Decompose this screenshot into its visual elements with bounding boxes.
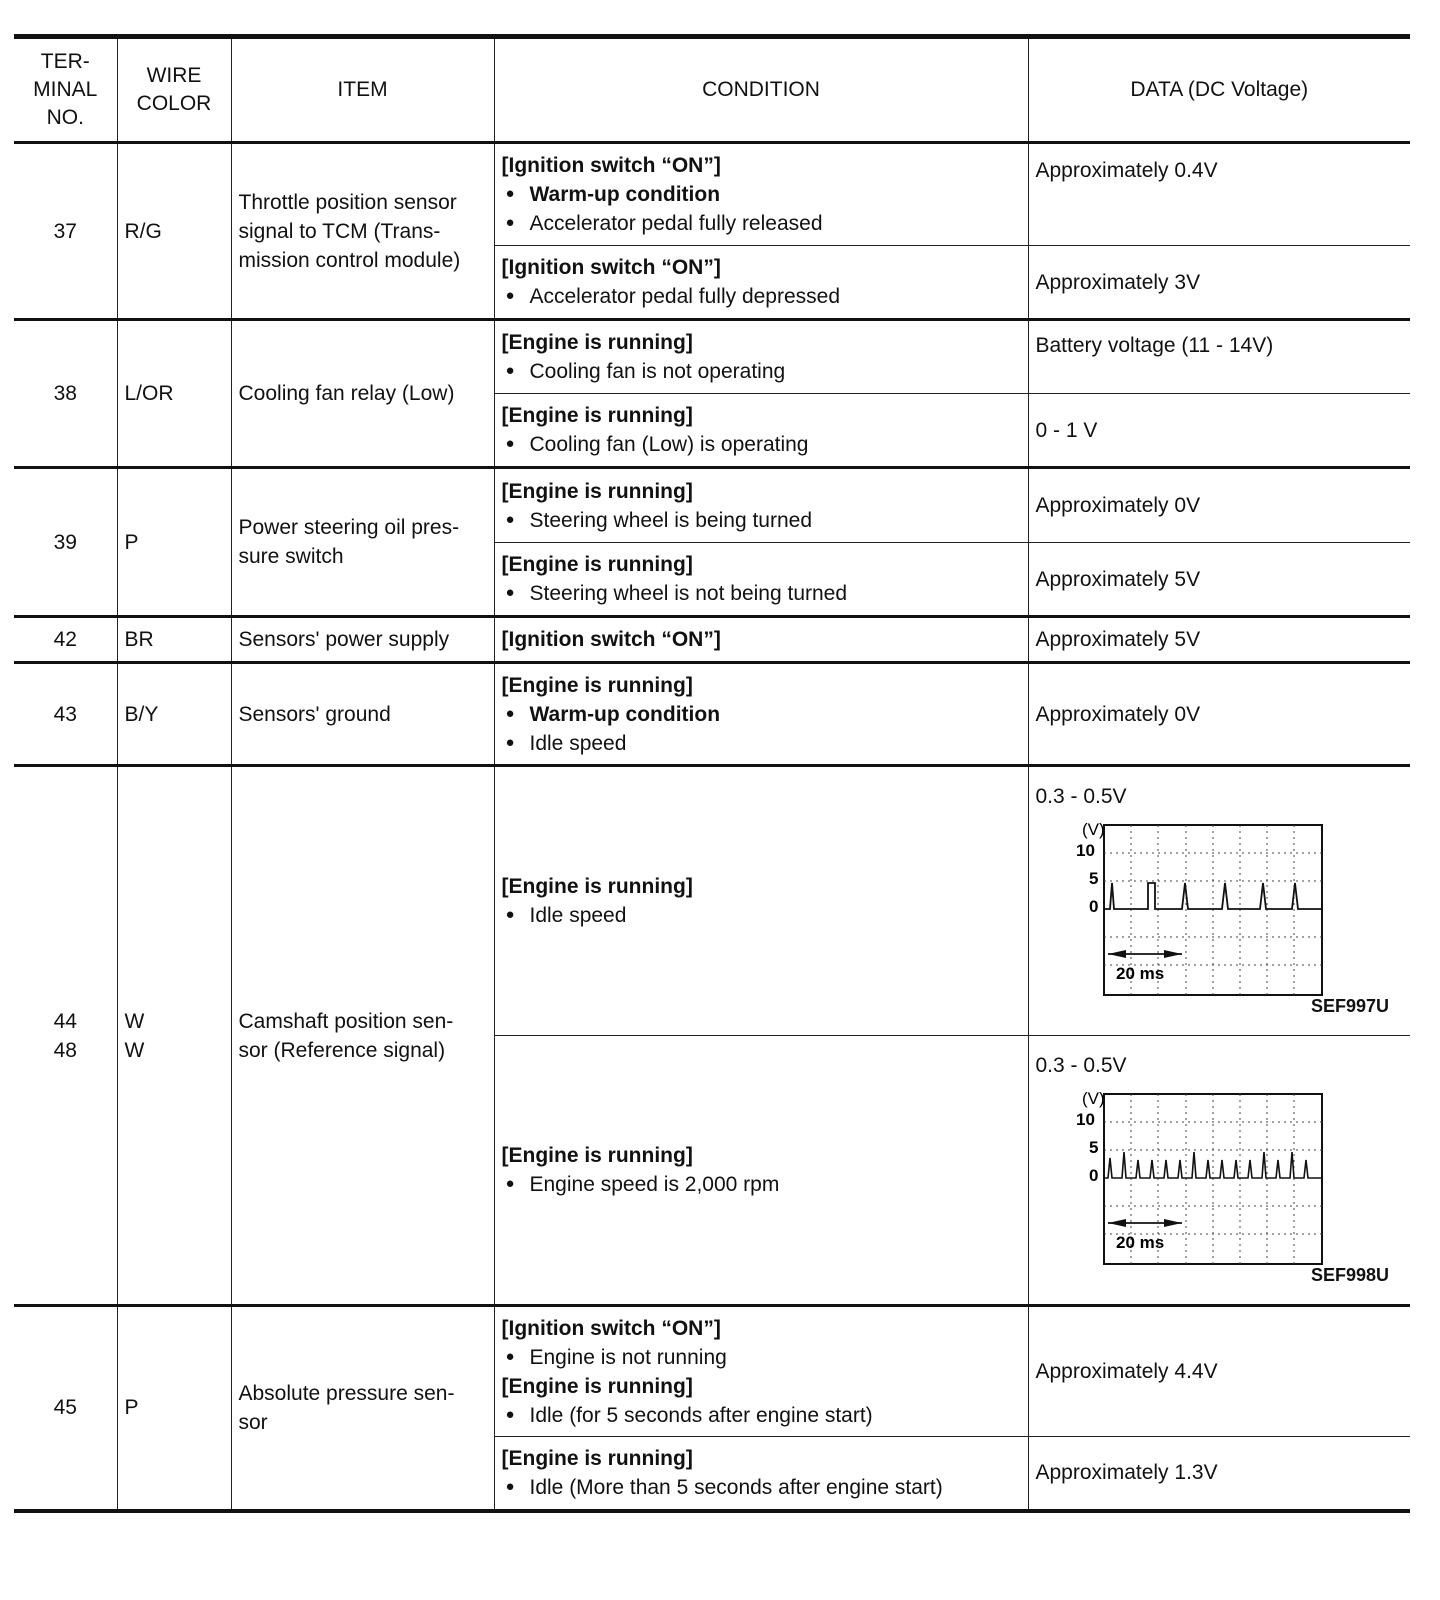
- condition-heading: [Ignition switch “ON”]: [501, 1316, 721, 1340]
- item-line: mission control module): [238, 248, 461, 272]
- terminal-data-table: [14, 34, 1410, 1513]
- wire-color: P: [117, 1306, 231, 1511]
- condition-heading: [Ignition switch “ON”]: [501, 256, 721, 279]
- condition-heading: [Engine is running]: [501, 1144, 693, 1167]
- condition-heading: [Engine is running]: [501, 673, 693, 697]
- terminal-no-header: [14, 37, 117, 143]
- wire-line: W: [124, 1038, 145, 1062]
- data-value: [1028, 1036, 1410, 1306]
- condition-heading: [Engine is running]: [501, 553, 693, 576]
- scope-y10: 10: [1075, 1109, 1095, 1129]
- figure-code: SEF998U: [1310, 1264, 1389, 1285]
- item: [231, 766, 494, 1306]
- table-row: [14, 468, 1410, 543]
- wire-color: L/OR: [117, 320, 231, 468]
- condition-bullet: ● Engine is not running: [502, 1343, 1021, 1372]
- scope-y10: 10: [1075, 840, 1095, 860]
- wire-color: BR: [117, 617, 231, 663]
- item-line: signal to TCM (Trans-: [238, 219, 441, 243]
- data-voltage: 0.3 - 0.5V: [1035, 784, 1127, 808]
- scope-arrow-head: [1164, 1219, 1182, 1227]
- data-value: Approximately 0V: [1028, 663, 1410, 766]
- data-value: [1028, 766, 1410, 1036]
- scope-y0: 0: [1088, 1165, 1098, 1185]
- condition-bullet: ● Engine speed is 2,000 rpm: [502, 1170, 1021, 1199]
- terminal-header-line: NO.: [46, 106, 84, 129]
- condition-bullet: ● Warm-up condition: [502, 700, 1021, 729]
- item-line: Power steering oil pres-: [238, 516, 460, 539]
- oscilloscope-waveform-2000rpm: [1036, 1082, 1336, 1267]
- condition: [494, 766, 1028, 1036]
- data-header: DATA (DC Voltage): [1028, 37, 1410, 143]
- item-line: Absolute pressure sen-: [238, 1381, 455, 1405]
- condition: [494, 143, 1028, 246]
- table-row: [14, 617, 1410, 663]
- scope-arrow-head: [1164, 950, 1182, 958]
- scope-time-label: 20 ms: [1115, 963, 1164, 983]
- table-row: [14, 1306, 1410, 1437]
- condition-bullet: ● Accelerator pedal fully depressed: [502, 282, 1021, 311]
- condition-heading: [Engine is running]: [501, 404, 693, 427]
- data-value: 0 - 1 V: [1028, 394, 1410, 468]
- wire-line: W: [124, 1009, 145, 1033]
- condition-bullet: ● Accelerator pedal fully released: [502, 209, 1021, 238]
- terminal-no: 43: [14, 663, 117, 766]
- figure-code: SEF997U: [1310, 995, 1389, 1016]
- condition-bullet: ● Idle (More than 5 seconds after engine start): [502, 1473, 1021, 1502]
- condition-header: CONDITION: [494, 37, 1028, 143]
- data-value: Approximately 0.4V: [1028, 143, 1410, 246]
- table-row: [14, 320, 1410, 394]
- condition-heading: [Engine is running]: [501, 875, 693, 898]
- data-value: Approximately 0V: [1028, 468, 1410, 543]
- condition: [494, 663, 1028, 766]
- data-value: Approximately 1.3V: [1028, 1437, 1410, 1511]
- data-value: Battery voltage (11 - 14V): [1028, 320, 1410, 394]
- terminal-no: 42: [14, 617, 117, 663]
- terminal-no: [14, 766, 117, 1306]
- condition-bullet: ● Idle speed: [502, 729, 1021, 758]
- scope-time-label: 20 ms: [1115, 1232, 1164, 1252]
- item-line: sor: [238, 1410, 268, 1434]
- scope-y5: 5: [1088, 868, 1098, 888]
- condition-heading: [Engine is running]: [501, 1446, 693, 1470]
- oscilloscope-waveform-idle: [1036, 813, 1336, 998]
- terminal-header-line: MINAL: [33, 78, 98, 101]
- item-header: ITEM: [231, 37, 494, 143]
- condition: [494, 543, 1028, 617]
- condition: [494, 320, 1028, 394]
- scope-unit: (V): [1081, 819, 1105, 839]
- item: [231, 143, 494, 320]
- condition: [494, 617, 1028, 663]
- scope-y5: 5: [1088, 1137, 1098, 1157]
- item-line: Throttle position sensor: [238, 190, 457, 214]
- wire-color: [117, 766, 231, 1306]
- wire-color-header: [117, 37, 231, 143]
- wire-color: P: [117, 468, 231, 617]
- item: [231, 1306, 494, 1511]
- item: Cooling fan relay (Low): [231, 320, 494, 468]
- condition-bullet: ● Warm-up condition: [502, 180, 1021, 209]
- scope-unit: (V): [1081, 1088, 1105, 1108]
- terminal-line: 44: [53, 1009, 77, 1033]
- condition: [494, 1306, 1028, 1437]
- condition: [494, 1437, 1028, 1511]
- condition-heading: [Engine is running]: [501, 479, 693, 503]
- wire-color: B/Y: [117, 663, 231, 766]
- item: Sensors' power supply: [231, 617, 494, 663]
- terminal-line: 48: [53, 1038, 77, 1062]
- scope-arrow-head: [1108, 950, 1126, 958]
- condition-heading: [Ignition switch “ON”]: [501, 154, 721, 177]
- header-row: [14, 37, 1410, 143]
- condition-heading: [Ignition switch “ON”]: [501, 628, 721, 651]
- table-row: [14, 766, 1410, 1036]
- item: Sensors' ground: [231, 663, 494, 766]
- terminal-no: 39: [14, 468, 117, 617]
- table-row: [14, 143, 1410, 246]
- item: [231, 468, 494, 617]
- data-value: Approximately 3V: [1028, 246, 1410, 320]
- terminal-no: 37: [14, 143, 117, 320]
- condition: [494, 1036, 1028, 1306]
- item-line: sor (Reference signal): [238, 1038, 446, 1062]
- condition-heading: [Engine is running]: [501, 1374, 693, 1398]
- condition-bullet: ● Cooling fan (Low) is operating: [502, 430, 1021, 459]
- data-value: Approximately 4.4V: [1028, 1306, 1410, 1437]
- condition-heading: [Engine is running]: [501, 331, 693, 354]
- condition: [494, 468, 1028, 543]
- data-value: Approximately 5V: [1028, 617, 1410, 663]
- condition: [494, 246, 1028, 320]
- terminal-no: 45: [14, 1306, 117, 1511]
- scope-y0: 0: [1088, 896, 1098, 916]
- condition: [494, 394, 1028, 468]
- condition-bullet: ● Steering wheel is being turned: [502, 506, 1021, 535]
- data-value: Approximately 5V: [1028, 543, 1410, 617]
- condition-bullet: ● Cooling fan is not operating: [502, 357, 1021, 386]
- terminal-header-line: TER-: [40, 50, 90, 73]
- item-line: sure switch: [238, 545, 344, 568]
- scope-arrow-head: [1108, 1219, 1126, 1227]
- terminal-no: 38: [14, 320, 117, 468]
- table-row: [14, 663, 1410, 766]
- wire-header-line: COLOR: [136, 92, 212, 115]
- condition-bullet: ● Steering wheel is not being turned: [502, 579, 1021, 608]
- wire-header-line: WIRE: [146, 64, 202, 87]
- condition-bullet: ● Idle (for 5 seconds after engine start): [502, 1401, 1021, 1430]
- item-line: Camshaft position sen-: [238, 1009, 454, 1033]
- data-voltage: 0.3 - 0.5V: [1035, 1053, 1127, 1077]
- condition-bullet: ● Idle speed: [502, 901, 1021, 930]
- wire-color: R/G: [117, 143, 231, 320]
